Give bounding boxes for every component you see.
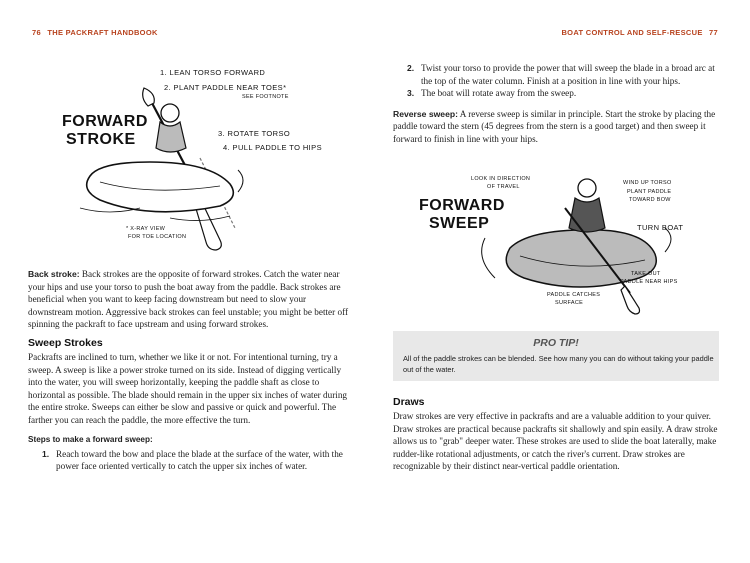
forward-stroke-illustration <box>60 58 350 263</box>
right-text-top <box>393 62 721 146</box>
left-running-head <box>28 28 158 37</box>
label-surface: SURFACE <box>555 300 584 306</box>
step-text: Reach toward the bow and place the blade at the surface of the water, with the power face oriented vertically to catch the upper six inches of water. <box>56 448 343 472</box>
pro-tip-title: PRO TIP! <box>533 337 579 349</box>
label-see-footnote: SEE FOOTNOTE <box>242 94 289 100</box>
back-stroke-lead: Back stroke: <box>28 269 80 279</box>
step-item <box>393 87 721 100</box>
pro-tip-text: All of the paddle strokes can be blended. See how many you can do without taking your paddle out of the water. <box>403 354 714 374</box>
sweep-strokes-paragraph: Packrafts are inclined to turn, whether we like it or not. For intentional turning, try a sweep. A sweep is like a power stroke turned on its side. Instead of digging vertically into the water, you will sweep horizontally, keeping the paddle shaft as close to horizontal as possible. The blade should remain in the upper six inches of water during the entire stroke. Sweeps can either be slow and passive or quick and powerful. The farther you can reach the paddle, the more effective the turn. <box>28 351 348 425</box>
forward-sweep-illustration <box>415 168 715 318</box>
back-stroke-paragraph <box>28 268 350 331</box>
step-text: The boat will rotate away from the sweep. <box>421 88 577 99</box>
right-running-head <box>561 28 722 37</box>
label-look-direction: LOOK IN DIRECTION <box>471 176 531 182</box>
step-number: 3. <box>407 88 415 99</box>
label-rotate-torso: 3. ROTATE TORSO <box>218 129 291 138</box>
reverse-sweep-paragraph <box>393 108 721 146</box>
right-page <box>375 0 750 563</box>
label-xray-view: * X-RAY VIEW <box>126 226 166 232</box>
sweep-strokes-heading: Sweep Strokes <box>28 336 103 349</box>
reverse-sweep-lead: Reverse sweep: <box>393 108 458 119</box>
label-toe-location: FOR TOE LOCATION <box>128 234 187 240</box>
step-item <box>28 448 350 473</box>
forward-sweep-steps-title: Steps to make a forward sweep: <box>28 434 153 444</box>
step-number: 1. <box>42 448 50 459</box>
label-plant-paddle: 2. PLANT PADDLE NEAR TOES* <box>164 83 287 92</box>
forward-sweep-title-line1: FORWARD <box>419 197 505 214</box>
right-running-head-title: BOAT CONTROL AND SELF-RESCUE <box>561 28 703 37</box>
draws-paragraph: Draw strokes are very effective in packrafts and are a valuable addition to your quiver. Draw strokes are practical because packrafts sit shallowly and spin easily. A draw stroke allows us to "grab" deeper water. These strokes are used to slide the boat laterally, make rudder-like rotational adjustments, or catch the river's current. Draw strokes are recognizable by their distinct near-vertical paddle orientation. <box>393 411 718 472</box>
left-running-head-title: THE PACKRAFT HANDBOOK <box>47 28 158 37</box>
label-pull-paddle: 4. PULL PADDLE TO HIPS <box>223 143 322 152</box>
forward-stroke-title-line1: FORWARD <box>62 113 148 130</box>
draws-heading: Draws <box>393 396 425 408</box>
label-paddle-catches: PADDLE CATCHES <box>547 292 601 298</box>
turn-arrow-left <box>482 238 495 278</box>
label-turn-boat: TURN BOAT <box>637 223 684 232</box>
back-stroke-text: Back strokes are the opposite of forward strokes. Catch the water near your hips and use your torso to push the boat away from the paddle. Back strokes are beneficial when you want to keep facing downstream but need to slow your downstream motion. Aggressive back strokes can feel unstable; you might be better off spinning the packraft to face upstream and using forward strokes. <box>28 269 349 330</box>
paddle-blade <box>621 286 640 314</box>
pro-tip-box <box>393 331 719 381</box>
right-page-number: 77 <box>709 28 718 37</box>
rotation-arrow <box>238 170 243 192</box>
paddler-torso <box>156 122 186 152</box>
paddler-helmet <box>161 104 179 122</box>
reverse-sweep-text: A reverse sweep is similar in principle. Start the stroke by placing the paddle toward the stern (45 degrees from the stern is a good target) and then sweep it forward to finish in line with your hips. <box>393 108 716 144</box>
paddle-blade-top <box>143 88 155 106</box>
left-page-number: 76 <box>32 28 41 37</box>
paddler-helmet <box>578 179 596 197</box>
label-take-out: TAKE OUT <box>631 271 661 277</box>
paddler-torso <box>569 198 605 232</box>
label-lean-torso: 1. LEAN TORSO FORWARD <box>160 68 266 77</box>
step-text: Twist your torso to provide the power that will sweep the blade in a broad arc at the top of the water column. Finish at a position in line with your hips. <box>421 63 715 86</box>
left-text-column <box>28 268 350 473</box>
forward-stroke-title-line2: STROKE <box>66 131 136 148</box>
forward-sweep-title-line2: SWEEP <box>429 215 490 232</box>
label-paddle-near-hips: PADDLE NEAR HIPS <box>620 279 678 285</box>
label-plant-paddle: PLANT PADDLE <box>627 189 672 195</box>
right-text-bottom <box>393 396 721 473</box>
label-of-travel: OF TRAVEL <box>487 184 520 190</box>
label-toward-bow: TOWARD BOW <box>629 197 671 203</box>
label-wind-up-torso: WIND UP TORSO <box>623 180 672 186</box>
step-item <box>393 62 721 87</box>
step-number: 2. <box>407 63 415 73</box>
